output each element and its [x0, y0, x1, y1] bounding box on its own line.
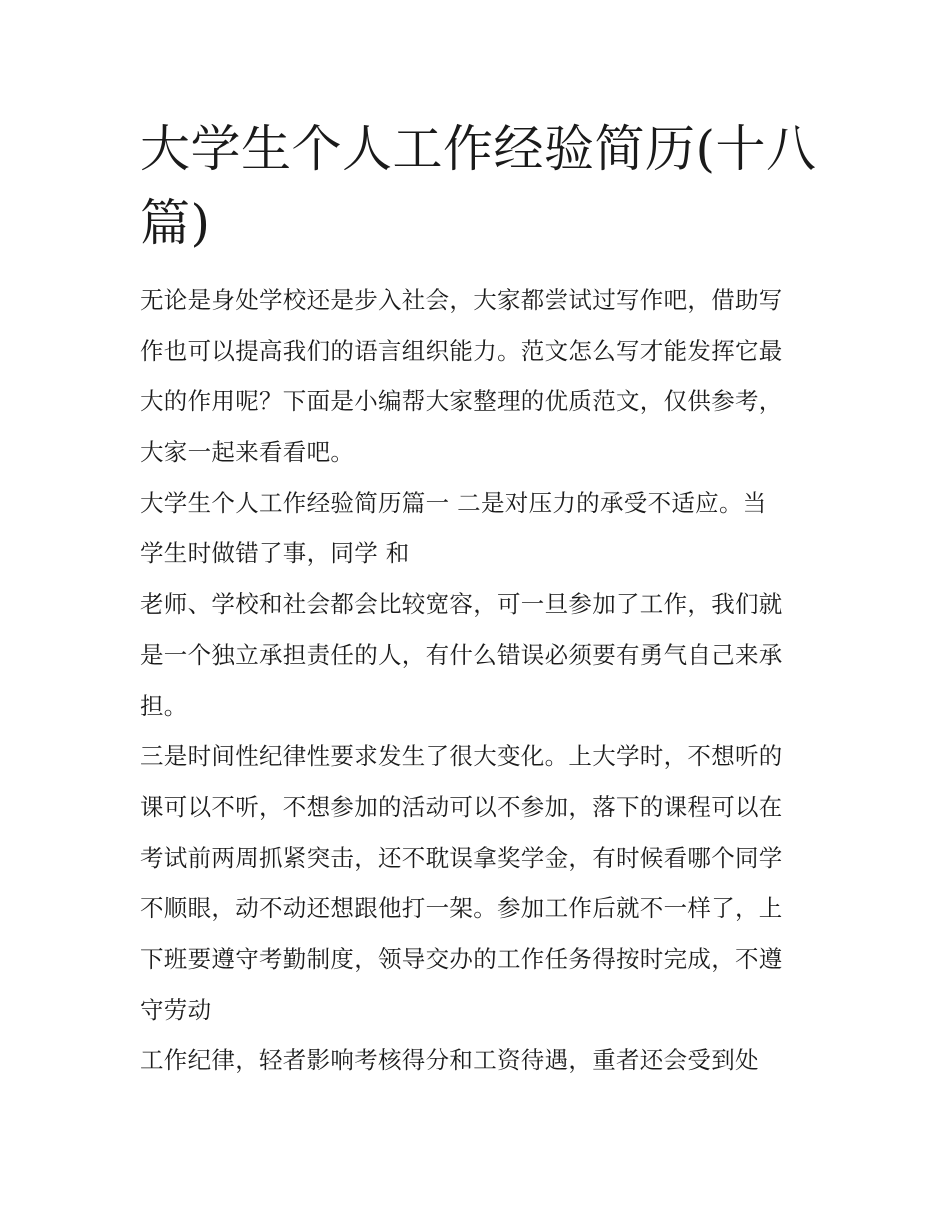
- body-line: 老师、学校和社会都会比较宽容，可一旦参加了工作，我们就: [140, 590, 783, 619]
- body-line: 考试前两周抓紧突击，还不耽误拿奖学金，有时候看哪个同学: [140, 843, 783, 872]
- document-title: [140, 112, 820, 260]
- body-line: 大学生个人工作经验简历篇一 二是对压力的承受不适应。当: [140, 488, 767, 517]
- body-line: 大家一起来看看吧。: [140, 438, 355, 467]
- body-line: 担。: [140, 691, 188, 720]
- body-line: 守劳动: [140, 995, 212, 1024]
- body-line: 不顺眼，动不动还想跟他打一架。参加工作后就不一样了，上: [140, 894, 783, 923]
- title-line-2: 篇): [140, 194, 211, 252]
- body-line: 工作纪律，轻者影响考核得分和工资待遇，重者还会受到处: [140, 1046, 759, 1075]
- body-line: 大的作用呢？下面是小编帮大家整理的优质范文，仅供参考，: [140, 387, 783, 416]
- body-line: 下班要遵守考勤制度，领导交办的工作任务得按时完成，不遵: [140, 944, 783, 973]
- body-line: 无论是身处学校还是步入社会，大家都尝试过写作吧，借助写: [140, 286, 783, 314]
- body-line: 三是时间性纪律性要求发生了很大变化。上大学时，不想听的: [140, 742, 783, 771]
- document-body: [140, 275, 830, 1086]
- body-line: 学生时做错了事，同学 和: [140, 539, 410, 568]
- title-line-1: 大学生个人工作经验简历(十八: [140, 120, 817, 178]
- body-line: 是一个独立承担责任的人，有什么错误必须要有勇气自己来承: [140, 640, 783, 669]
- body-line: 作也可以提高我们的语言组织能力。范文怎么写才能发挥它最: [140, 336, 783, 365]
- body-line: 课可以不听，不想参加的活动可以不参加，落下的课程可以在: [140, 792, 783, 821]
